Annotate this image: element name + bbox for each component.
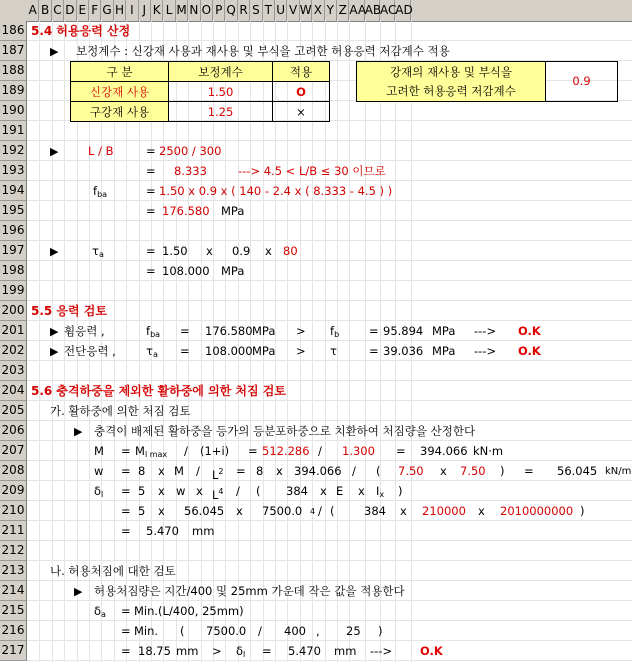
multiply-sign: x (196, 484, 203, 498)
fba-symbol: $f_{ba}$ (93, 184, 108, 199)
arrow-text: ---> (474, 324, 497, 338)
moment-symbol: M (94, 444, 104, 458)
load-value: 56.045 (184, 504, 225, 518)
multiply-sign: x (440, 464, 447, 478)
bullet-icon: ▶ (74, 585, 83, 598)
grid-line-horizontal (27, 140, 632, 141)
tau-value: 108.000 (162, 264, 210, 278)
table-header-apply: 적용 (272, 61, 330, 82)
delta-l-symbol: $\delta_l$ (94, 484, 104, 499)
delta-a-symbol: $\delta_a$ (94, 604, 106, 619)
grid-line-horizontal (27, 320, 632, 321)
row-header-194[interactable]: 194 (0, 181, 27, 201)
row-header-216[interactable]: 216 (0, 621, 27, 641)
column-header-y[interactable]: Y (325, 0, 337, 21)
row-header-196[interactable]: 196 (0, 221, 27, 241)
unit-mpa: MPa (252, 324, 276, 338)
open-paren: ( (256, 484, 261, 498)
equals-sign: = (146, 144, 156, 158)
open-paren: ( (376, 464, 381, 478)
grid-line-vertical (365, 21, 366, 662)
column-header-e[interactable]: E (77, 0, 89, 21)
tau-a-symbol: $\tau_a$ (146, 344, 158, 359)
multiply-sign: x (158, 484, 165, 498)
bullet-icon: ▶ (50, 345, 59, 358)
close-paren: ) (378, 624, 383, 638)
tau-factor-1: 1.50 (162, 244, 188, 258)
grid-line-horizontal (27, 560, 632, 561)
column-header-n[interactable]: N (188, 0, 200, 21)
grid-line-horizontal (27, 220, 632, 221)
equals-sign: = (369, 324, 379, 338)
elastic-modulus-value: 210000 (422, 504, 466, 518)
unit-mm: mm (192, 524, 215, 538)
divide-sign: / (318, 444, 322, 458)
moment-value: 394.066 (420, 444, 468, 458)
column-header-d[interactable]: D (64, 0, 76, 21)
column-header-i[interactable]: I (126, 0, 138, 21)
arrow-text: ---> (474, 344, 497, 358)
equals-sign: = (236, 464, 246, 478)
comma: , (316, 624, 320, 638)
column-header-q[interactable]: Q (225, 0, 237, 21)
column-header-v[interactable]: V (287, 0, 299, 21)
allowable-deflection-value: 18.75 (138, 644, 171, 658)
multiply-sign: x (400, 504, 407, 518)
unit-mpa: MPa (221, 204, 245, 218)
row-header-195[interactable]: 195 (0, 201, 27, 221)
divide-sign: / (258, 624, 262, 638)
equals-sign: = (396, 444, 406, 458)
column-header-bar (0, 0, 632, 22)
column-header-l[interactable]: L (163, 0, 175, 21)
grid-line-horizontal (27, 300, 632, 301)
close-paren: ) (500, 464, 505, 478)
row-header-211[interactable]: 211 (0, 521, 27, 541)
grid-line-horizontal (27, 540, 632, 541)
span-mm-value: 7500.0 (262, 504, 303, 518)
reduction-factor-value: 0.9 (545, 61, 618, 102)
equals-sign: = (121, 444, 131, 458)
equals-sign: = (121, 604, 131, 618)
bullet-icon: ▶ (50, 245, 59, 258)
column-header-c[interactable]: C (52, 0, 64, 21)
tau-factor-3: 80 (283, 244, 298, 258)
greater-than-sign: > (296, 344, 306, 358)
grid-line-vertical (380, 21, 381, 662)
column-header-r[interactable]: R (238, 0, 250, 21)
equals-sign: = (121, 624, 131, 638)
equals-sign: = (524, 464, 534, 478)
ok-result: O.K (518, 344, 541, 358)
mmax-symbol: $M_{l max}$ (135, 444, 168, 459)
row-header-200[interactable]: 200 (0, 301, 27, 321)
tau-factor-2: 0.9 (232, 244, 251, 258)
column-header-a[interactable]: A (27, 0, 39, 21)
column-header-t[interactable]: T (263, 0, 275, 21)
equals-sign: = (121, 464, 131, 478)
unit-knm: kN·m (473, 444, 504, 458)
min-formula: Min.(L/400, 25mm) (134, 604, 244, 618)
equals-sign: = (146, 164, 156, 178)
table-cell-old-steel: 구강재 사용 (70, 101, 169, 122)
grid-line-horizontal (27, 280, 632, 281)
section-title-5-5: 5.5 응력 검토 (31, 304, 107, 318)
shear-stress-label: 전단응력 , (64, 344, 116, 358)
column-header-z[interactable]: Z (337, 0, 349, 21)
equals-sign: = (262, 644, 272, 658)
row-header-187[interactable]: 187 (0, 41, 27, 61)
multiply-sign: x (478, 504, 485, 518)
bending-stress-value: 176.580 (205, 324, 253, 338)
deflection-value: 5.470 (288, 644, 321, 658)
greater-than-sign: > (212, 644, 222, 658)
close-paren: ) (580, 504, 585, 518)
row-header-217[interactable]: 217 (0, 641, 27, 661)
multiply-sign: x (358, 484, 365, 498)
row-header-191[interactable]: 191 (0, 121, 27, 141)
allowable-shear-value: 39.036 (383, 344, 424, 358)
unit-mpa: MPa (221, 264, 245, 278)
shear-stress-value: 108.000 (205, 344, 253, 358)
row-header-199[interactable]: 199 (0, 281, 27, 301)
equals-sign: = (121, 524, 131, 538)
equals-sign: = (369, 344, 379, 358)
load-symbol: w (176, 484, 186, 498)
subsection-na: 나. 허용처짐에 대한 검토 (50, 564, 176, 578)
row-header-189[interactable]: 189 (0, 81, 27, 101)
column-header-ad[interactable]: AD (395, 0, 410, 21)
row-header-208[interactable]: 208 (0, 461, 27, 481)
open-paren: ( (330, 504, 335, 518)
grid-line-horizontal (27, 260, 632, 261)
tau-a-symbol: $\tau_a$ (92, 244, 104, 259)
unit-mm: mm (334, 644, 357, 658)
grid-line-vertical (337, 21, 338, 662)
table-cell-new-factor: 1.50 (168, 81, 273, 102)
column-header-aa[interactable]: AA (349, 0, 364, 21)
load-value: 56.045 (557, 464, 598, 478)
column-header-k[interactable]: K (151, 0, 163, 21)
row-header-201[interactable]: 201 (0, 321, 27, 341)
span-value-1: 7.50 (398, 464, 424, 478)
equals-sign: = (146, 184, 156, 198)
lb-condition: ---> 4.5 < L/B ≤ 30 이므로 (238, 164, 386, 178)
l4-symbol: $L^4$ (212, 487, 224, 502)
row-header-210[interactable]: 210 (0, 501, 27, 521)
row-header-207[interactable]: 207 (0, 441, 27, 461)
ix-symbol: $I_x$ (376, 484, 385, 499)
equals-sign: = (146, 204, 156, 218)
fba-symbol: $f_{ba}$ (146, 324, 161, 339)
row-header-186[interactable]: 186 (0, 21, 27, 41)
coef-384: 384 (364, 504, 386, 518)
equals-sign: = (146, 264, 156, 278)
bending-stress-label: 휨응력 , (64, 324, 105, 338)
column-header-m[interactable]: M (176, 0, 188, 21)
table-cell-new-steel: 신강재 사용 (70, 81, 169, 102)
table-cell-new-apply: O (272, 81, 330, 102)
fb-symbol: $f_b$ (330, 324, 340, 339)
impact-factor-term: (1+i) (200, 444, 230, 458)
equals-sign: = (180, 344, 190, 358)
ok-result: O.K (420, 644, 443, 658)
deflection-method-note: 충격이 배제된 활하중을 등가의 등분포하중으로 치환하여 처짐량을 산정한다 (94, 424, 476, 438)
row-header-212[interactable]: 212 (0, 541, 27, 561)
lb-value: 8.333 (174, 164, 207, 178)
coef-5: 5 (138, 484, 146, 498)
greater-than-sign: > (296, 324, 306, 338)
grid-line-horizontal (27, 620, 632, 621)
bullet-icon: ▶ (50, 45, 59, 58)
ok-result: O.K (518, 324, 541, 338)
equals-sign: = (121, 484, 131, 498)
row-header-215[interactable]: 215 (0, 601, 27, 621)
lb-expression: 2500 / 300 (159, 144, 222, 158)
coef-8: 8 (138, 464, 146, 478)
grid-line-horizontal (27, 460, 632, 461)
multiply-sign: x (276, 464, 283, 478)
section-title-5-6: 5.6 충격하중을 제외한 활하중에 의한 처짐 검토 (31, 384, 286, 398)
reduction-factor-label-line2: 고려한 허용응력 저감계수 (386, 84, 516, 98)
unit-mm: mm (176, 644, 199, 658)
reduction-factor-label-box (356, 61, 546, 102)
divide-sign: / (184, 444, 188, 458)
load-symbol: w (94, 464, 104, 478)
exponent-4: 4 (310, 507, 316, 516)
table-cell-old-factor: 1.25 (168, 101, 273, 122)
row-header-209[interactable]: 209 (0, 481, 27, 501)
row-header-204[interactable]: 204 (0, 381, 27, 401)
coef-8: 8 (256, 464, 264, 478)
equals-sign: = (248, 444, 258, 458)
lb-label: L / B (88, 144, 114, 158)
close-paren: ) (398, 484, 403, 498)
multiply-sign: x (236, 504, 243, 518)
row-header-197[interactable]: 197 (0, 241, 27, 261)
row-header-203[interactable]: 203 (0, 361, 27, 381)
table-header-category: 구 분 (70, 61, 169, 82)
equals-sign: = (180, 324, 190, 338)
column-header-h[interactable]: H (114, 0, 126, 21)
column-header-s[interactable]: S (250, 0, 262, 21)
fba-formula: 1.50 x 0.9 x ( 140 - 2.4 x ( 8.333 - 4.5 ) ) (159, 184, 393, 198)
reduction-factor-label-line1: 강재의 재사용 및 부식을 (389, 65, 513, 79)
multiply-sign: x (320, 484, 327, 498)
multiply-sign: x (265, 244, 272, 258)
min-label: Min. (134, 624, 159, 638)
row-header-188[interactable]: 188 (0, 61, 27, 81)
deflection-value: 5.470 (146, 524, 179, 538)
column-header-j[interactable]: J (139, 0, 151, 21)
multiply-sign: x (158, 464, 165, 478)
grid-line-vertical (39, 21, 40, 662)
row-header-214[interactable]: 214 (0, 581, 27, 601)
allowable-bending-value: 95.894 (383, 324, 424, 338)
column-header-ac[interactable]: AC (380, 0, 395, 21)
multiply-sign: x (206, 244, 213, 258)
column-header-p[interactable]: P (213, 0, 225, 21)
divide-sign: / (196, 464, 200, 478)
span-mm-value: 7500.0 (206, 624, 247, 638)
row-header-206[interactable]: 206 (0, 421, 27, 441)
bullet-icon: ▶ (50, 325, 59, 338)
tau-symbol: τ (330, 344, 337, 358)
fba-value: 176.580 (162, 204, 210, 218)
unit-mpa: MPa (252, 344, 276, 358)
moment-value: 394.066 (294, 464, 342, 478)
equals-sign: = (121, 644, 131, 658)
column-header-x[interactable]: X (312, 0, 324, 21)
divide-sign: / (318, 504, 322, 518)
unit-mpa: MPa (432, 324, 456, 338)
row-header-198[interactable]: 198 (0, 261, 27, 281)
equals-sign: = (146, 244, 156, 258)
bullet-icon: ▶ (50, 145, 59, 158)
mmax-value: 512.286 (262, 444, 310, 458)
divide-sign: / (352, 464, 356, 478)
grid-line-horizontal (27, 500, 632, 501)
column-header-f[interactable]: F (89, 0, 101, 21)
row-header-205[interactable]: 205 (0, 401, 27, 421)
column-header-w[interactable]: W (300, 0, 312, 21)
row-header-202[interactable]: 202 (0, 341, 27, 361)
correction-factor-note: 보정계수 : 신강재 사용과 재사용 및 부식을 고려한 허용응력 저감계수 적용 (76, 44, 450, 58)
unit-knpm: kN/m (605, 466, 632, 477)
grid-line-vertical (349, 21, 350, 662)
table-header-factor: 보정계수 (168, 61, 273, 82)
grid-line-horizontal (27, 380, 632, 381)
column-header-o[interactable]: O (201, 0, 213, 21)
limit-25: 25 (346, 624, 361, 638)
row-header-193[interactable]: 193 (0, 161, 27, 181)
grid-line-horizontal (27, 240, 632, 241)
equals-sign: = (121, 504, 131, 518)
open-paren: ( (180, 624, 185, 638)
divisor-400: 400 (284, 624, 306, 638)
coef-5: 5 (138, 504, 146, 518)
span-value-2: 7.50 (460, 464, 486, 478)
column-header-b[interactable]: B (39, 0, 51, 21)
e-symbol: E (336, 484, 344, 498)
row-header-192[interactable]: 192 (0, 141, 27, 161)
unit-mpa: MPa (432, 344, 456, 358)
delta-l-symbol: $\delta_l$ (236, 644, 246, 659)
grid-line-horizontal (27, 160, 632, 161)
row-header-190[interactable]: 190 (0, 101, 27, 121)
allowable-deflection-note: 허용처짐량은 지간/400 및 25mm 가운데 작은 값을 적용한다 (94, 584, 405, 598)
column-header-u[interactable]: U (275, 0, 287, 21)
section-title-5-4: 5.4 허용응력 산정 (31, 24, 131, 38)
column-header-ab[interactable]: AB (365, 0, 380, 21)
coef-384: 384 (286, 484, 308, 498)
grid-line-horizontal (27, 640, 632, 641)
moment-symbol: M (174, 464, 184, 478)
table-cell-old-apply: × (272, 101, 330, 122)
row-header-213[interactable]: 213 (0, 561, 27, 581)
impact-factor-value: 1.300 (342, 444, 375, 458)
divide-sign: / (236, 484, 240, 498)
multiply-sign: x (158, 504, 165, 518)
column-header-g[interactable]: G (101, 0, 113, 21)
inertia-value: 2010000000 (500, 504, 574, 518)
l2-symbol: $L^2$ (212, 467, 224, 482)
arrow-text: ---> (370, 644, 393, 658)
bullet-icon: ▶ (74, 425, 83, 438)
subsection-ga: 가. 활하중에 의한 처짐 검토 (50, 404, 191, 418)
grid-line-horizontal (27, 660, 632, 661)
